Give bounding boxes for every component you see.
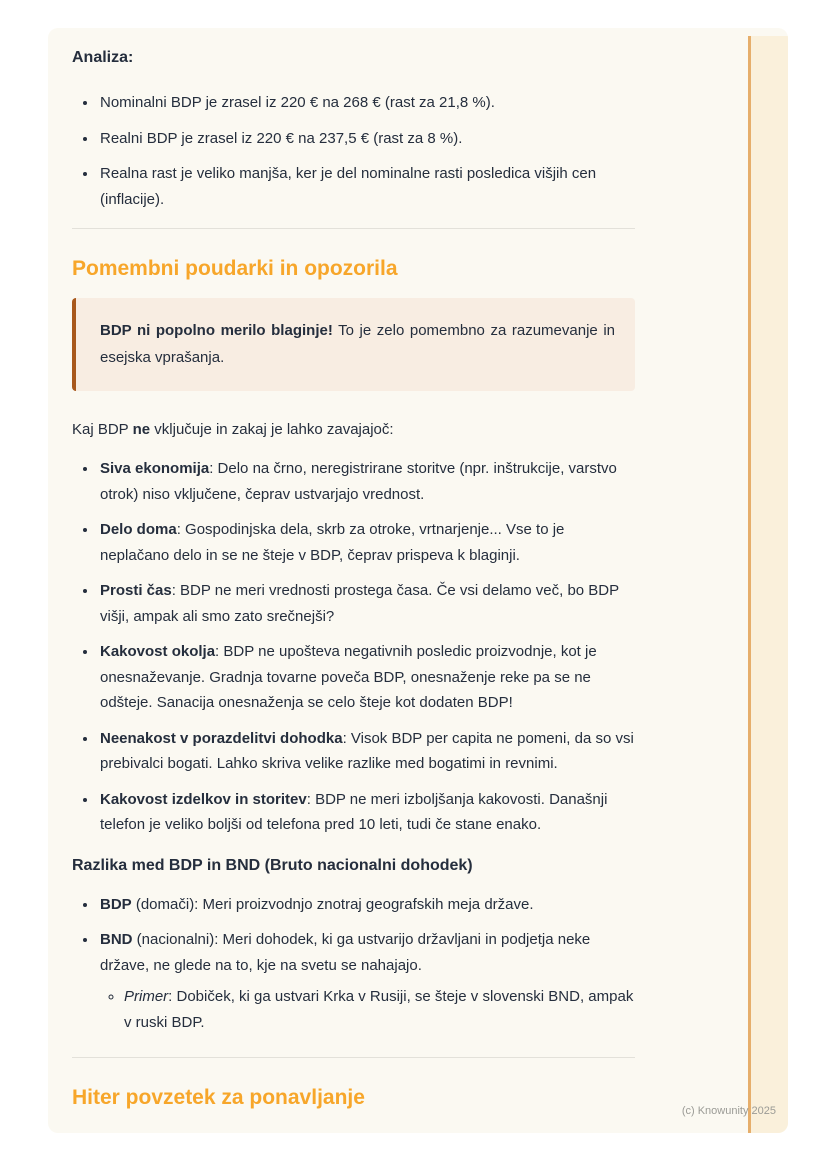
intro-line (72, 417, 635, 443)
notes-card (48, 28, 788, 1133)
item-text: : Visok BDP per capita ne pomeni, da so vsi prebivalci bogati. Lahko skriva velike razlike med bogatimi in revnimi. (100, 729, 634, 773)
analysis-list (72, 90, 635, 212)
item-text: : Gospodinjska dela, skrb za otroke, vrtnarjenje... Vse to je neplačano delo in se ne šteje v BDP, čeprav prispeva k blaginji. (100, 521, 565, 564)
sub-item-term: Primer (124, 988, 169, 1006)
section-title-summary: Hiter povzetek za ponavljanje (72, 1086, 365, 1110)
list-item (98, 126, 635, 152)
list-item (98, 726, 635, 777)
item-text: Realna rast je veliko manjša, ker je del nominalne rasti posledica višjih cen (inflacije). (100, 165, 597, 208)
item-term: Kakovost izdelkov in storitev (100, 790, 307, 808)
list-item (98, 787, 635, 838)
intro-bold: ne (132, 420, 151, 438)
item-text: : BDP ne meri vrednosti prostega časa. Če vsi delamo več, bo BDP višji, ampak ali smo zato srečnejši? (100, 582, 619, 625)
watermark: (c) Knowunity 2025 (681, 1105, 776, 1117)
callout-bold-text: BDP ni popolno merilo blaginje! (100, 322, 333, 340)
bdp-bnd-list (72, 892, 635, 1036)
item-text: : BDP ne upošteva negativnih posledic proizvodnje, kot je onesnaževanje. Gradnja tovarne poveča BDP, onesnaženje reke pa se ne odšteje. Sanacija onesnaženja se celo šteje kot dodaten BDP! (100, 643, 597, 712)
callout-regular-text: To je zelo pomembno za razumevanje in esejska vprašanja. (100, 322, 615, 366)
example-sublist (100, 984, 635, 1035)
callout-text (100, 318, 615, 371)
list-item (98, 456, 635, 507)
notes-content (72, 46, 635, 1112)
item-text: : BDP ne meri izboljšanja kakovosti. Današnji telefon je veliko boljši od telefona pred 10 leti, tudi če stane enako. (100, 790, 608, 834)
section-divider (72, 228, 635, 229)
list-item (98, 639, 635, 716)
item-text: Realni BDP je zrasel iz 220 € na 237,5 € (rast za 8 %). (100, 129, 463, 147)
item-term: Prosti čas (100, 582, 172, 600)
item-term: Kakovost okolja (100, 643, 216, 661)
intro-suffix: vključuje in zakaj je lahko zavajajoč: (150, 420, 394, 438)
important-callout (72, 298, 635, 391)
list-item (98, 578, 635, 629)
item-term: Siva ekonomija (100, 460, 210, 478)
analysis-heading: Analiza: (72, 49, 134, 66)
section-title-highlights: Pomembni poudarki in opozorila (72, 257, 398, 280)
item-term: Neenakost v porazdelitvi dohodka (100, 729, 343, 747)
page-edge-accent-strip (748, 36, 788, 1133)
item-term: Delo doma (100, 521, 177, 539)
list-item (98, 927, 635, 1035)
list-item (98, 161, 635, 212)
intro-prefix: Kaj BDP (72, 420, 133, 438)
item-term: BDP (100, 895, 132, 913)
list-item (98, 517, 635, 568)
item-text: (nacionalni): Meri dohodek, ki ga ustvarijo državljani in podjetja neke države, ne glede na to, kje na svetu se nahajajo. (100, 931, 591, 974)
item-text: Nominalni BDP je zrasel iz 220 € na 268 € (rast za 21,8 %). (100, 94, 495, 111)
sub-item-text: : Dobiček, ki ga ustvari Krka v Rusiji, se šteje v slovenski BND, ampak v ruski BDP. (124, 988, 634, 1031)
list-item (98, 892, 635, 918)
item-text: (domači): Meri proizvodnjo znotraj geografskih meja države. (131, 895, 534, 913)
list-item (98, 90, 635, 116)
item-text: : Delo na črno, neregistrirane storitve (npr. inštrukcije, varstvo otrok) niso vključene, čeprav ustvarjajo vrednost. (100, 460, 617, 503)
exclusions-list (72, 456, 635, 838)
section-divider (72, 1057, 635, 1058)
sub-list-item (124, 984, 635, 1035)
item-term: BND (100, 931, 133, 949)
bdp-bnd-heading: Razlika med BDP in BND (Bruto nacionalni dohodek) (72, 856, 473, 874)
